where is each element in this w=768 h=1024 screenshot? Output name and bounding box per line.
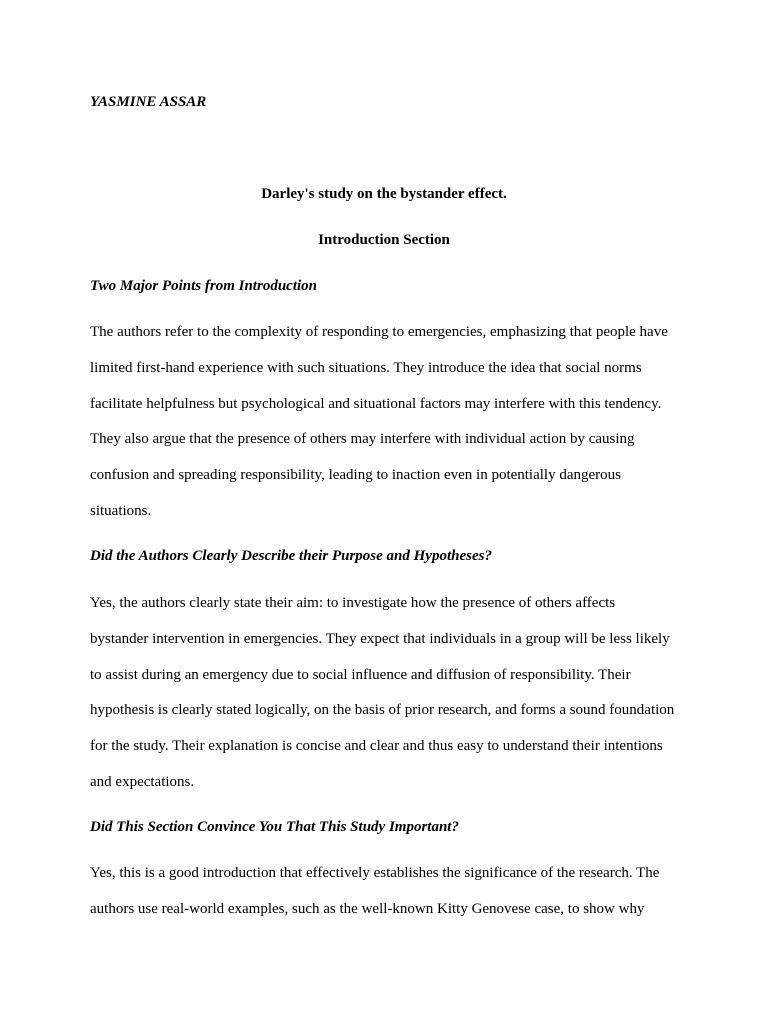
paragraph-line: confusion and spreading responsibility, leading to inaction even in potentially dangerous <box>90 467 621 483</box>
paragraph-line: facilitate helpfulness but psychological and situational factors may interfere with this tendency. <box>90 395 662 412</box>
paragraph-line: Yes, the authors clearly state their aim: to investigate how the presence of others affects <box>90 595 616 611</box>
paragraph-study-importance <box>90 864 690 936</box>
paragraph-line: and expectations. <box>90 773 195 790</box>
section-title: Introduction Section <box>318 232 450 248</box>
paragraph-line: for the study. Their explanation is concise and clear and thus easy to understand their intentions <box>90 738 663 754</box>
paragraph-line: Yes, this is a good introduction that effectively establishes the significance of the research. The <box>90 865 660 881</box>
paragraph-line: hypothesis is clearly stated logically, on the basis of prior research, and forms a sound foundation <box>90 702 675 719</box>
subheading-study-importance: Did This Section Convince You That This Study Important? <box>90 819 459 835</box>
paragraph-line: bystander intervention in emergencies. They expect that individuals in a group will be less likely <box>90 630 670 647</box>
paragraph-line: to assist during an emergency due to social influence and diffusion of responsibility. Their <box>90 666 631 683</box>
paragraph-major-points <box>90 323 690 538</box>
author-name: YASMINE ASSAR <box>90 94 207 110</box>
paragraph-line: situations. <box>90 502 152 519</box>
paragraph-line: The authors refer to the complexity of responding to emergencies, emphasizing that people have <box>90 324 668 340</box>
paragraph-line: authors use real-world examples, such as the well-known Kitty Genovese case, to show why <box>90 900 645 917</box>
subheading-major-points: Two Major Points from Introduction <box>90 278 317 294</box>
paragraph-purpose-hypotheses <box>90 594 690 809</box>
paragraph-line: They also argue that the presence of others may interfere with individual action by causing <box>90 431 635 448</box>
document-title: Darley's study on the bystander effect. <box>261 186 507 202</box>
paragraph-line: limited first-hand experience with such situations. They introduce the idea that social norms <box>90 359 642 376</box>
subheading-purpose-hypotheses: Did the Authors Clearly Describe their Purpose and Hypotheses? <box>90 548 492 564</box>
